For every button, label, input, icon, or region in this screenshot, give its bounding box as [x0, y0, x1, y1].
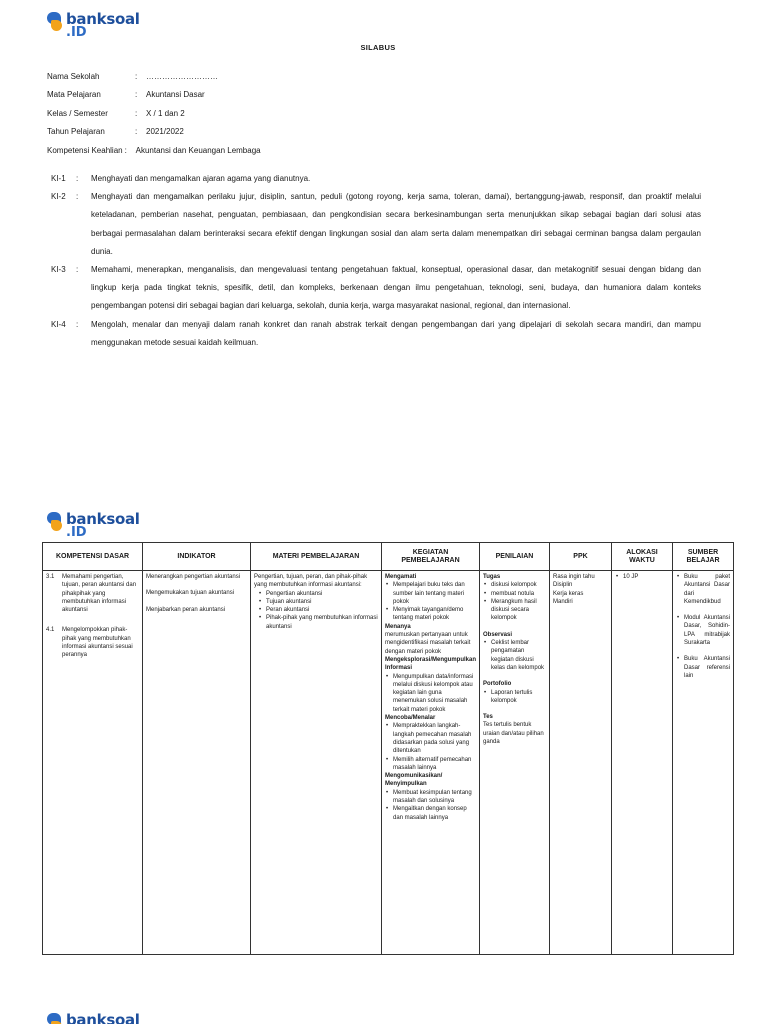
header-indikator: INDIKATOR [143, 543, 251, 571]
ppk-item: Mandiri [553, 598, 573, 605]
penilaian-heading: Observasi [483, 631, 513, 638]
penilaian-heading: Portofolio [483, 681, 512, 688]
ki-item [51, 188, 701, 261]
kegiatan-heading: Mengeksplorasi/Mengumpulkan Informasi [385, 656, 477, 672]
banksoal-logo [47, 1013, 140, 1024]
header-sumber: SUMBER BELAJAR [673, 543, 734, 571]
meta-label: Tahun Pelajaran [47, 127, 105, 137]
materi-item: • Tujuan akuntansi [258, 598, 378, 606]
kd-number: 3.1 [46, 574, 55, 580]
logo-tld: .ID [66, 525, 87, 540]
kd-item [46, 573, 139, 614]
penilaian-item: • membuat notula [483, 590, 546, 598]
ki-item [51, 316, 701, 352]
ppk-item: Rasa ingin tahu [553, 574, 595, 580]
meta-label: Nama Sekolah [47, 71, 100, 81]
cell-ppk [550, 571, 612, 955]
kegiatan-item: • Mengaitkan dengan konsep dan masalah lainnya [385, 805, 476, 822]
colon: : [135, 127, 138, 137]
colon: : [76, 319, 79, 329]
meta-label: Mata Pelajaran [47, 90, 101, 100]
ki-item [51, 261, 701, 316]
kd-number: 4.1 [46, 627, 55, 634]
kegiatan-text: merumuskan pertanyaan untuk mengidentifikasi masalah terkait dengan materi pokok [385, 632, 471, 655]
cell-kegiatan [382, 571, 480, 955]
logo-tld: .ID [66, 25, 87, 40]
meta-row [47, 104, 261, 123]
syllabus-table [42, 542, 734, 955]
alokasi-item: • 10 JP [615, 573, 669, 581]
header-penilaian: PENILAIAN [480, 543, 550, 571]
meta-label: Kelas / Semester [47, 108, 108, 118]
ki-code: KI-1 [51, 174, 66, 183]
penilaian-item: • Laporan tertulis kelompok [483, 689, 546, 706]
sumber-item: • Buku Akuntansi Dasar referensi lain [676, 655, 730, 680]
materi-item: • Peran akuntansi [258, 606, 378, 614]
colon: : [124, 145, 127, 155]
materi-intro: Pengertian, tujuan, peran, dan pihak-pihak yang membutuhkan informasi akuntansi: [254, 574, 368, 589]
logo-mark-icon [47, 512, 63, 532]
meta-value: Akuntansi dan Keuangan Lembaga [135, 145, 261, 155]
document-title: SILABUS [360, 43, 396, 52]
indikator-item: Mengemukakan tujuan akuntansi [146, 590, 235, 597]
header-kompetensi-dasar: KOMPETENSI DASAR [43, 543, 143, 571]
header-ppk: PPK [550, 543, 612, 571]
logo-brand: banksoal [66, 1011, 140, 1024]
colon: : [76, 174, 79, 183]
kegiatan-item: • Mempelajari buku teks dan sumber lain tentang materi pokok [385, 581, 476, 606]
colon: : [135, 90, 138, 100]
penilaian-heading: Tugas [483, 574, 501, 580]
colon: : [76, 265, 79, 275]
logo-brand: banksoal [66, 10, 140, 28]
meta-row [47, 141, 261, 160]
meta-label: Kompetensi Keahlian [47, 145, 123, 155]
kegiatan-heading: Mengomunikasikan/ Menyimpulkan [385, 773, 443, 788]
ki-item [51, 170, 701, 188]
cell-materi [251, 571, 382, 955]
table-row [43, 571, 734, 955]
meta-value: X / 1 dan 2 [146, 108, 185, 118]
cell-kompetensi-dasar [43, 571, 143, 955]
penilaian-item: • Merangkum hasil diskusi secara kelompok [483, 598, 546, 623]
kd-text: Memahami pengertian, tujuan, peran akuntansi dan pihakpihak yang membutuhkan informasi akuntansi [62, 574, 137, 614]
ki-code: KI-2 [51, 192, 66, 202]
identity-block [47, 67, 261, 160]
penilaian-item: • diskusi kelompok [483, 581, 546, 589]
core-competencies [51, 170, 701, 352]
logo-mark-icon [47, 12, 63, 32]
kegiatan-item: • Mengumpulkan data/informasi melalui diskusi kelompok atau kegiatan lain guna menemukan solusi masalah terkait materi pokok [385, 673, 476, 714]
penilaian-item: • Ceklist lembar pengamatan kegiatan diskusi kelas dan kelompok [483, 639, 546, 672]
cell-penilaian [480, 571, 550, 955]
colon: : [135, 71, 138, 81]
banksoal-logo [47, 12, 140, 39]
ki-text: Menghayati dan mengamalkan perilaku jujur, disiplin, santun, peduli (gotong royong, kerja sama, toleran, damai), bertanggung-jawab, responsif, dan proaktif melalui keteladanan, pemberian nasehat, penguatan, pembiasaan, dan pengkondisian secara berkesinambungan serta menunjukkan sikap sebagai bagian dari solusi atas berbagai permasalahan dalam berinteraksi secara efektif dengan lingkungan sosial dan alam serta dalam menempatkan diri sebagai cerminan bangsa dalam pergaulan dunia. [91, 192, 701, 256]
colon: : [135, 108, 138, 118]
meta-row [47, 86, 261, 105]
colon: : [76, 192, 79, 202]
kegiatan-heading: Mengamati [385, 574, 417, 580]
sumber-item: • Modul Akuntansi Dasar, Sohidin-LPA mitrabijak Surakarta [676, 614, 730, 647]
kd-item [46, 626, 139, 659]
ki-text: Mengolah, menalar dan menyaji dalam ranah konkret dan ranah abstrak terkait dengan pengembangan dari yang dipelajari di sekolah secara mandiri, dan mampu menggunakan metode sesuai kaidah keilmuan. [91, 319, 701, 347]
ki-text: Memahami, menerapkan, menganalisis, dan mengevaluasi tentang pengetahuan faktual, konseptual, operasional dasar, dan metakognitif sesuai dengan bidang dan lingkup kerja pada tingkat teknis, spesifik, detil, dan kompleks, berkenaan dengan ilmu pengetahuan, teknologi, seni, budaya, dan humaniora dalam konteks pengembangan potensi diri sebagai bagian dari keluarga, sekolah, dunia kerja, warga masyarakat nasional, regional, dan internasional. [91, 265, 701, 311]
ppk-item: Kerja keras [553, 590, 584, 597]
kegiatan-item: • Memilih alternatif pemecahan masalah lainnya [385, 756, 476, 773]
ki-code: KI-3 [51, 265, 66, 275]
logo-brand: banksoal [66, 510, 140, 528]
penilaian-text: Tes tertulis bentuk uraian dan/atau pilihan ganda [483, 722, 544, 746]
header-kegiatan: KEGIATAN PEMBELAJARAN [382, 543, 480, 571]
meta-value: ……………………… [146, 71, 218, 81]
kegiatan-item: • Membuat kesimpulan tentang masalah dan solusinya [385, 789, 476, 806]
ki-text: Menghayati dan mengamalkan ajaran agama yang dianutnya. [91, 174, 311, 183]
meta-value: Akuntansi Dasar [146, 90, 205, 100]
table-header-row [43, 543, 734, 571]
ki-code: KI-4 [51, 319, 66, 329]
cell-indikator [143, 571, 251, 955]
meta-row [47, 67, 261, 86]
kd-text: Mengelompokkan pihak-pihak yang membutuhkan informasi akuntansi sesuai perannya [62, 627, 133, 659]
materi-item: • Pihak-pihak yang membutuhkan informasi akuntansi [258, 614, 378, 631]
logo-mark-icon [47, 1013, 63, 1024]
meta-value: 2021/2022 [146, 127, 184, 137]
ppk-item: Disiplin [553, 582, 573, 589]
kegiatan-item: • Menyimak tayangan/demo tentang materi pokok [385, 606, 476, 623]
banksoal-logo [47, 512, 140, 539]
cell-sumber [673, 571, 734, 955]
penilaian-heading: Tes [483, 714, 493, 721]
header-materi: MATERI PEMBELAJARAN [251, 543, 382, 571]
cell-alokasi [612, 571, 673, 955]
sumber-item: • Buku paket Akuntansi Dasar dari Kemendikbud [676, 573, 730, 606]
kegiatan-item: • Mempraktekkan langkah-langkah pemecahan masalah didasarkan pada solusi yang ditentukan [385, 722, 476, 755]
meta-row [47, 123, 261, 142]
kegiatan-heading: Menanya [385, 623, 411, 630]
header-alokasi: ALOKASI WAKTU [612, 543, 673, 571]
kegiatan-heading: Mencoba/Menalar [385, 715, 436, 722]
materi-item: • Pengertian akuntansi [258, 590, 378, 598]
indikator-item: Menjabarkan peran akuntansi [146, 606, 226, 613]
indikator-item: Menerangkan pengertian akuntansi [146, 574, 241, 580]
